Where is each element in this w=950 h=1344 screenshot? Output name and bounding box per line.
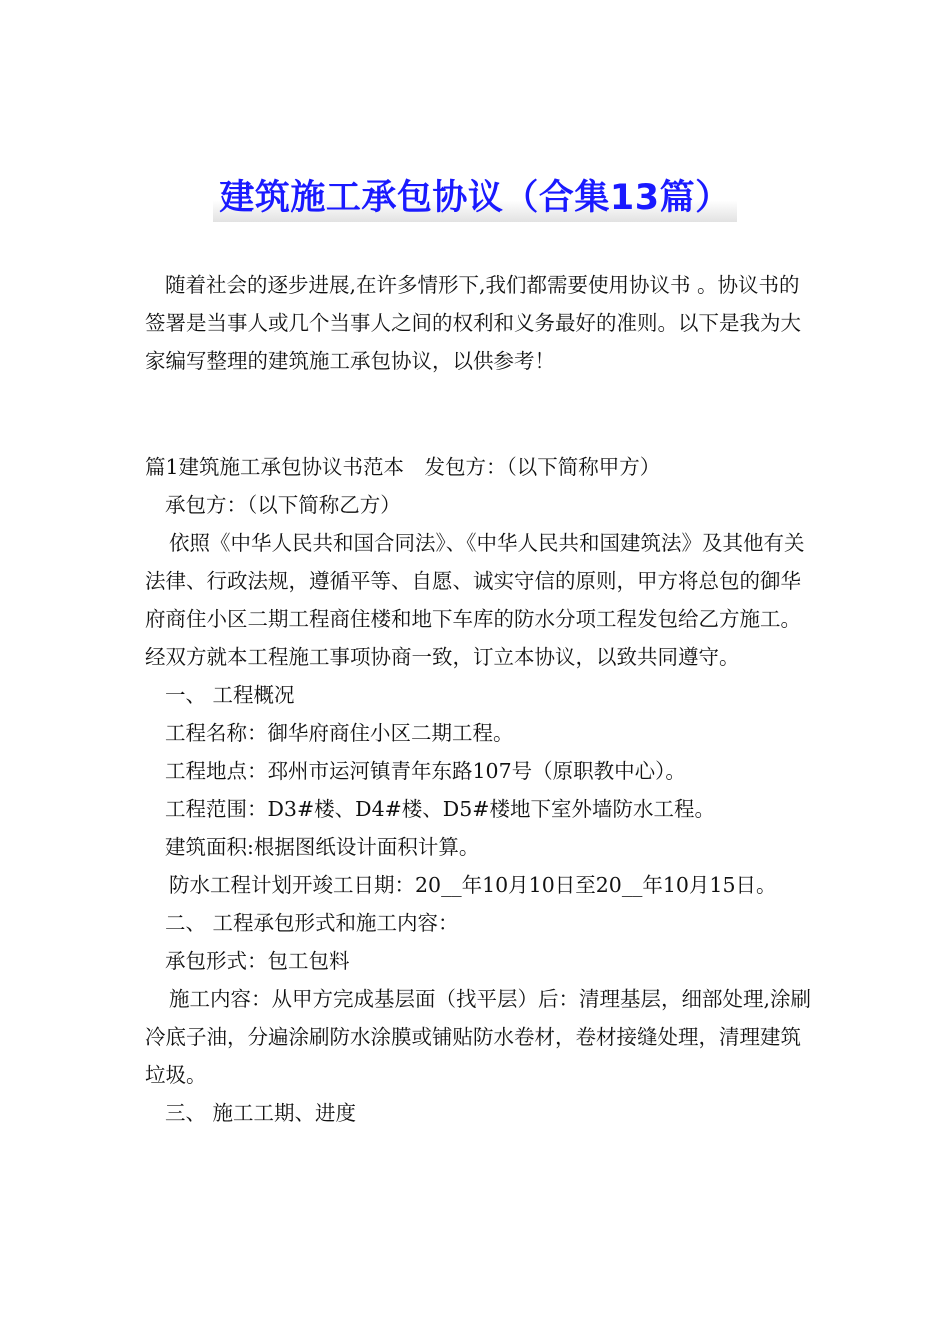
agreement-content <box>145 448 813 1132</box>
preamble-paragraph: 依照《中华人民共和国合同法》、《中华人民共和国建筑法》及其他有关法律、行政法规，遵循平等、自愿、诚实守信的原则，甲方将总包的御华府商住小区二期工程商住楼和地下车库的防水分项工程发包给乙方施工。经双方就本工程施工事项协商一致，订立本协议，以致共同遵守。 <box>145 531 805 669</box>
intro-section <box>145 266 813 380</box>
section-heading-overview: 一、 工程概况 <box>165 683 295 707</box>
project-name-line: 工程名称：御华府商住小区二期工程。 <box>165 721 514 745</box>
construction-content-paragraph: 施工内容：从甲方完成基层面（找平层）后：清理基层，细部处理,涂刷冷底子油，分遍涂刷防水涂膜或铺贴防水卷材，卷材接缝处理，清理建筑垃圾。 <box>145 987 812 1087</box>
chapter-heading: 篇1建筑施工承包协议书范本 发包方：（以下简称甲方） <box>145 455 661 479</box>
section-heading-schedule: 三、 施工工期、进度 <box>165 1101 357 1125</box>
building-area-line: 建筑面积:根据图纸设计面积计算。 <box>165 835 480 859</box>
title-container <box>0 174 950 222</box>
project-scope-line: 工程范围：D3#楼、D4#楼、D5#楼地下室外墙防水工程。 <box>165 797 715 821</box>
section-heading-contract-form: 二、 工程承包形式和施工内容： <box>165 911 459 935</box>
document-title: 建筑施工承包协议（合集13篇） <box>213 174 736 222</box>
project-location-line: 工程地点：邳州市运河镇青年东路107号（原职教中心）。 <box>165 759 686 783</box>
intro-paragraph: 随着社会的逐步进展,在许多情形下,我们都需要使用协议书 。协议书的签署是当事人或几个当事人之间的权利和义务最好的准则。以下是我为大家编写整理的建筑施工承包协议，以供参考！ <box>145 273 801 373</box>
schedule-dates-line: 防水工程计划开竣工日期：20__年10月10日至20__年10月15日。 <box>169 873 777 897</box>
contractor-line: 承包方：（以下简称乙方） <box>165 493 401 517</box>
contract-form-line: 承包形式：包工包料 <box>165 949 350 973</box>
